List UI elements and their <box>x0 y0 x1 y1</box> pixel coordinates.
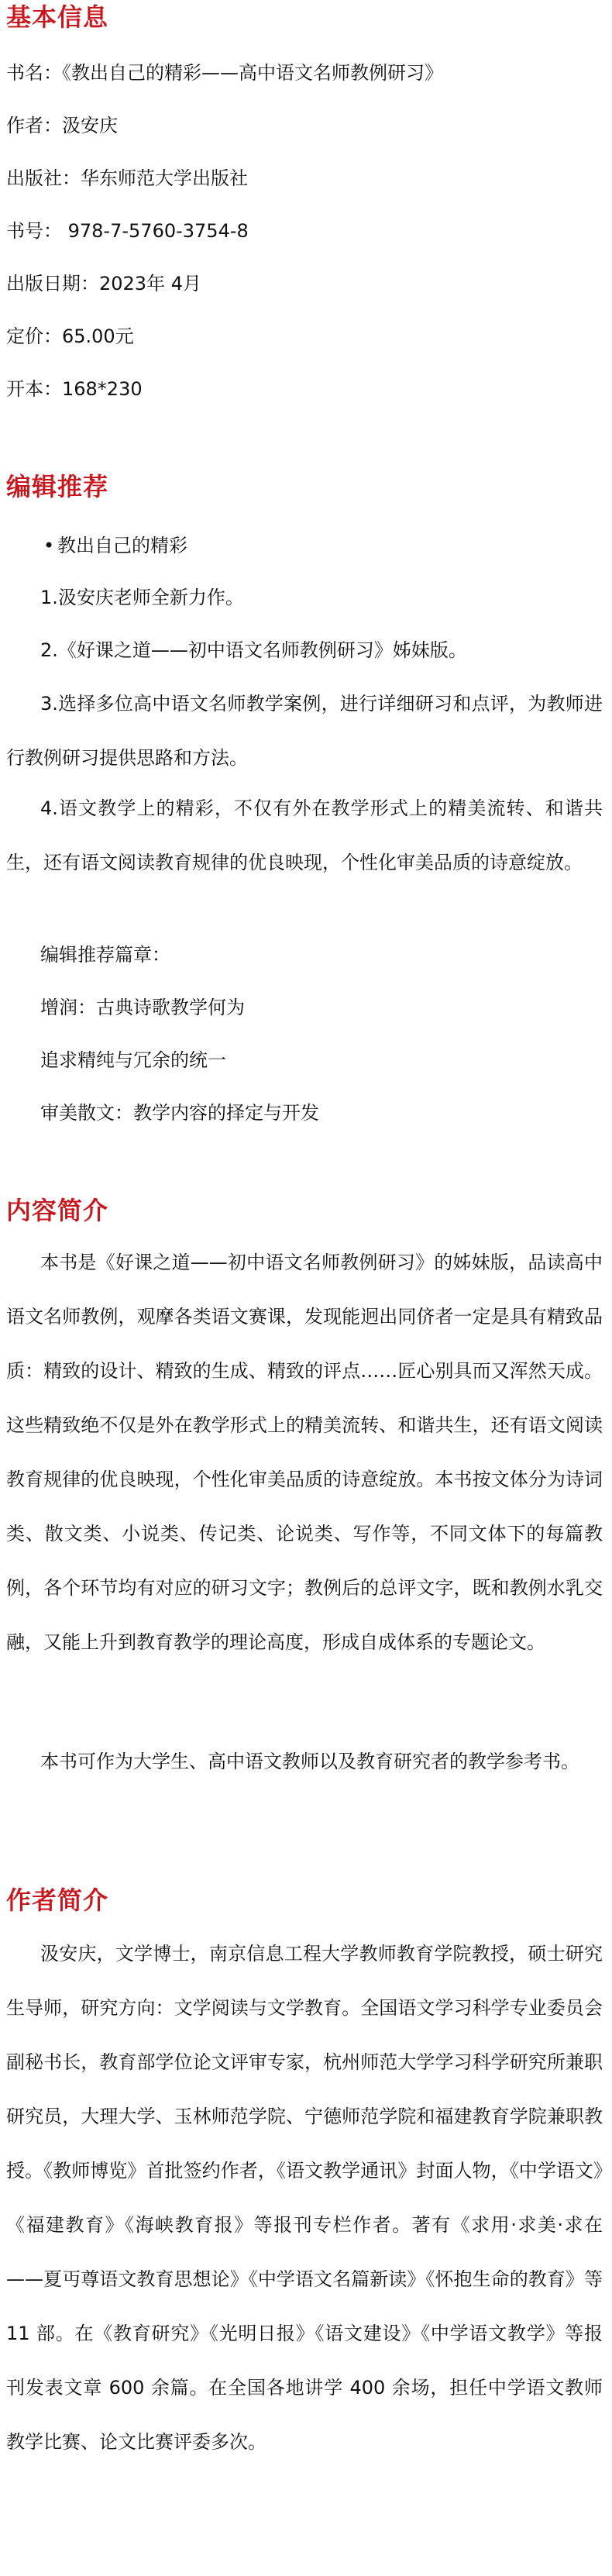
summary-para-2: 本书可作为大学生、高中语文教师以及教育研究者的教学参考书。 <box>40 1751 579 1772</box>
book-title-line: 书名：《教出自己的精彩——高中语文名师教例研习》 <box>6 62 443 84</box>
rec-bullet <box>43 533 187 558</box>
editor-rec-heading: 编辑推荐 <box>6 472 109 501</box>
pub-date-line: 出版日期：2023年 4月 <box>6 273 201 294</box>
bullet-dot-icon: • <box>43 535 55 556</box>
summary-para-1: 本书是《好课之道——初中语文名师教例研习》的姊妹版，品读高中语文名师教例，观摩各类语文赛课，发现能迥出同侪者一定是具有精致品质：精致的设计、精致的生成、精致的评点……匠心别具而又浑然天成。这些精致绝不仅是外在教学形式上的精美流转、和谐共生，还有语文阅读教育规律的优良映现，个性化审美品质的诗意绽放。本书按文体分为诗词类、散文类、小说类、传记类、论说类、写作等，不同文体下的每篇教例，各个环节均有对应的研习文字；教例后的总评文字，既和教例水乳交融，又能上升到教育教学的理论高度，形成自成体系的专题论文。 <box>6 1252 603 1653</box>
rec-point-2: 2.《好课之道——初中语文名师教例研习》姊妹版。 <box>40 639 467 661</box>
rec-point-3: 3.选择多位高中语文名师教学案例，进行详细研习和点评，为教师进行教例研习提供思路和方法。 <box>6 693 603 769</box>
author-intro-para: 汲安庆，文学博士，南京信息工程大学教师教育学院教授，硕士研究生导师，研究方向：文学阅读与文学教育。全国语文学习科学专业委员会副秘书长，教育部学位论文评审专家，杭州师范大学学习科学研究所兼职研究员，大理大学、玉林师范学院、宁德师范学院和福建教育学院兼职教授。《教师博览》首批签约作者，《语文教学通讯》封面人物，《中学语文》《福建教育》《海峡教育报》等报刊专栏作者。著有《求用·求美·求在——夏丏尊语文教育思想论》《中学语文名篇新读》《怀抱生命的教育》等 11 部。在《教育研究》《光明日报》《语文建设》《中学语文教学》等报刊发表文章 600 余篇。在全国各地讲学 400 余场，担任中学语文教师教学比赛、论文比赛评委多次。 <box>6 1943 603 2453</box>
publisher-line: 出版社：华东师范大学出版社 <box>6 167 248 189</box>
rec-chapter-1: 增润：古典诗歌教学何为 <box>40 997 245 1018</box>
rec-point-4: 4.语文教学上的精彩，不仅有外在教学形式上的精美流转、和谐共生，还有语文阅读教育规律的优良映现，个性化审美品质的诗意绽放。 <box>6 797 603 873</box>
price-line: 定价：65.00元 <box>6 325 134 347</box>
rec-point-1: 1.汲安庆老师全新力作。 <box>40 587 244 608</box>
isbn-line: 书号： 978-7-5760-3754-8 <box>6 220 249 242</box>
rec-chapters-label: 编辑推荐篇章： <box>40 944 170 966</box>
format-line: 开本：168*230 <box>6 378 143 400</box>
rec-chapter-2: 追求精纯与冗余的统一 <box>40 1049 226 1071</box>
rec-chapter-3: 审美散文：教学内容的择定与开发 <box>40 1102 319 1124</box>
basic-info-heading: 基本信息 <box>6 2 109 32</box>
author-line: 作者：汲安庆 <box>6 115 118 136</box>
summary-heading: 内容简介 <box>6 1196 109 1225</box>
rec-bullet-text: 教出自己的精彩 <box>57 535 187 556</box>
author-intro-heading: 作者简介 <box>6 1886 109 1915</box>
